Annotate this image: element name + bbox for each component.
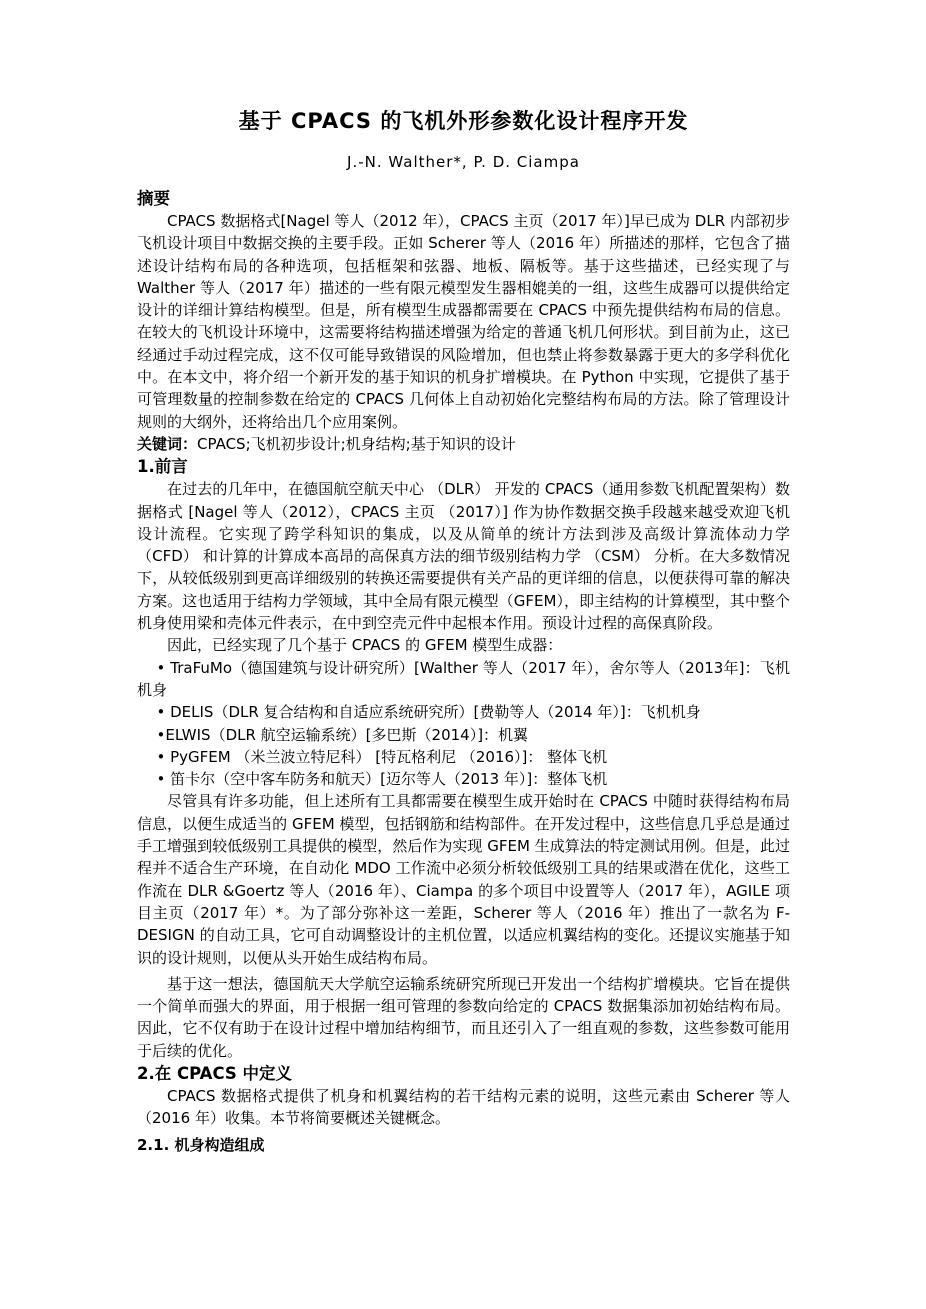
section-1-paragraph-1: 在过去的几年中，在德国航空航天中心 （DLR） 开发的 CPACS（通用参数飞机配置架构）数据格式 [Nagel 等人（2012），CPACS 主页 （2017）] 作为协作数据交换手段越来越受欢迎飞机设计流程。它实现了跨学科知识的集成，以及从简单的统计方法到涉及高级计算流体动力学 （CFD） 和计算的计算成本高昂的高保真方法的细节级别结构力学 （CSM） 分析。在大多数情况下，从较低级别到更高详细级别的转换还需要提供有关产品的更详细的信息，以便获得可靠的解决方案。这也适用于结构力学领域，其中全局有限元模型（GFEM），即主结构的计算模型，其中整个机身使用梁和壳体元件表示，在中到空壳元件中起根本作用。预设计过程的高保真阶段。 bbox=[137, 480, 790, 633]
section-2-heading: 2.在 CPACS 中定义 bbox=[137, 1063, 292, 1083]
subsection-2-1-heading: 2.1. 机身构造组成 bbox=[137, 1135, 265, 1154]
generator-bullet-list bbox=[137, 657, 790, 791]
section-1-heading: 1.前言 bbox=[137, 457, 188, 477]
bullet-item-descartes: • 笛卡尔（空中客车防务和航天）[迈尔等人（2013 年）]：整体飞机 bbox=[156, 770, 608, 789]
section-2-paragraph-1: CPACS 数据格式提供了机身和机翼结构的若干结构元素的说明，这些元素由 Scherer 等人（2016 年）收集。本节将简要概述关键概念。 bbox=[137, 1086, 790, 1128]
bullet-item-elwis: •ELWIS（DLR 航空运输系统）[多巴斯（2014）]：机翼 bbox=[156, 725, 529, 744]
keywords-line bbox=[137, 433, 790, 455]
abstract-heading: 摘要 bbox=[137, 189, 170, 208]
section-1-paragraph-3: 尽管具有许多功能，但上述所有工具都需要在模型生成开始时在 CPACS 中随时获得结构布局信息，以便生成适当的 GFEM 模型，包括钢筋和结构部件。在开发过程中，这些信息几乎总是通过手工增强到较低级别工具提供的模型，然后作为实现 GFEM 生成算法的特定测试用例。但是，此过程并不适合生产环境，在自动化 MDO 工作流中必须分析较低级别工具的结果或潜在优化，这些工作流在 DLR &Goertz 等人（2016 年）、Ciampa 的多个项目中设置等人（2017 年），AGILE 项目主页（2017 年）*。为了部分弥补这一差距，Scherer 等人（2016 年）推出了一款名为 F-DESIGN 的自动工具，它可自动调整设计的主机位置，以适应机翼结构的变化。还提议实施基于知识的设计规则，以便从头开始生成结构布局。 bbox=[137, 792, 790, 967]
bullet-item-trafumo: • TraFuMo（德国建筑与设计研究所）[Walther 等人（2017 年），舍尔等人（2013年]：飞机机身 bbox=[137, 658, 790, 699]
page-title: 基于 CPACS 的飞机外形参数化设计程序开发 bbox=[238, 109, 689, 133]
authors-line: J.-N. Walther*, P. D. Ciampa bbox=[347, 153, 580, 171]
keywords-text: CPACS;飞机初步设计;机身结构;基于知识的设计 bbox=[197, 434, 516, 453]
section-1-paragraph-2: 因此，已经实现了几个基于 CPACS 的 GFEM 模型生成器： bbox=[167, 636, 563, 655]
section-1-paragraph-4: 基于这一想法，德国航天大学航空运输系统研究所现已开发出一个结构扩增模块。它旨在提供一个简单而强大的界面，用于根据一组可管理的参数向给定的 CPACS 数据集添加初始结构布局。因此，它不仅有助于在设计过程中增加结构细节，而且还引入了一组直观的参数，这些参数可能用于后续的优化。 bbox=[137, 974, 790, 1060]
bullet-item-delis: • DELIS（DLR 复合结构和自适应系统研究所）[费勒等人（2014 年）]：飞机机身 bbox=[156, 703, 701, 722]
bullet-item-pygfem: • PyGFEM （米兰波立特尼科） [特瓦格利尼 （2016）]： 整体飞机 bbox=[156, 747, 608, 766]
abstract-paragraph: CPACS 数据格式[Nagel 等人（2012 年），CPACS 主页（2017 年）]早已成为 DLR 内部初步飞机设计项目中数据交换的主要手段。正如 Scherer 等人（2016 年）所描述的那样，它包含了描述设计结构布局的各种选项，包括框架和弦器、地板、隔板等。基于这些描述，已经实现了与 Walther 等人（2017 年）描述的一些有限元模型发生器相媲美的一组，这些生成器可以提供给定设计的详细计算结构模型。但是，所有模型生成器都需要在 CPACS 中预先提供结构布局的信息。在较大的飞机设计环境中，这需要将结构描述增强为给定的普通飞机几何形状。到目前为止，这已经通过手动过程完成，这不仅可能导致错误的风险增加，但也禁止将参数暴露于更大的多学科优化中。在本文中，将介绍一个新开发的基于知识的机身扩增模块。在 Python 中实现，它提供了基于可管理数量的控制参数在给定的 CPACS 几何体上自动初始化完整结构布局的方法。除了管理设计规则的大纲外，还将给出几个应用案例。 bbox=[137, 212, 790, 431]
keywords-label: 关键词： bbox=[137, 434, 198, 453]
